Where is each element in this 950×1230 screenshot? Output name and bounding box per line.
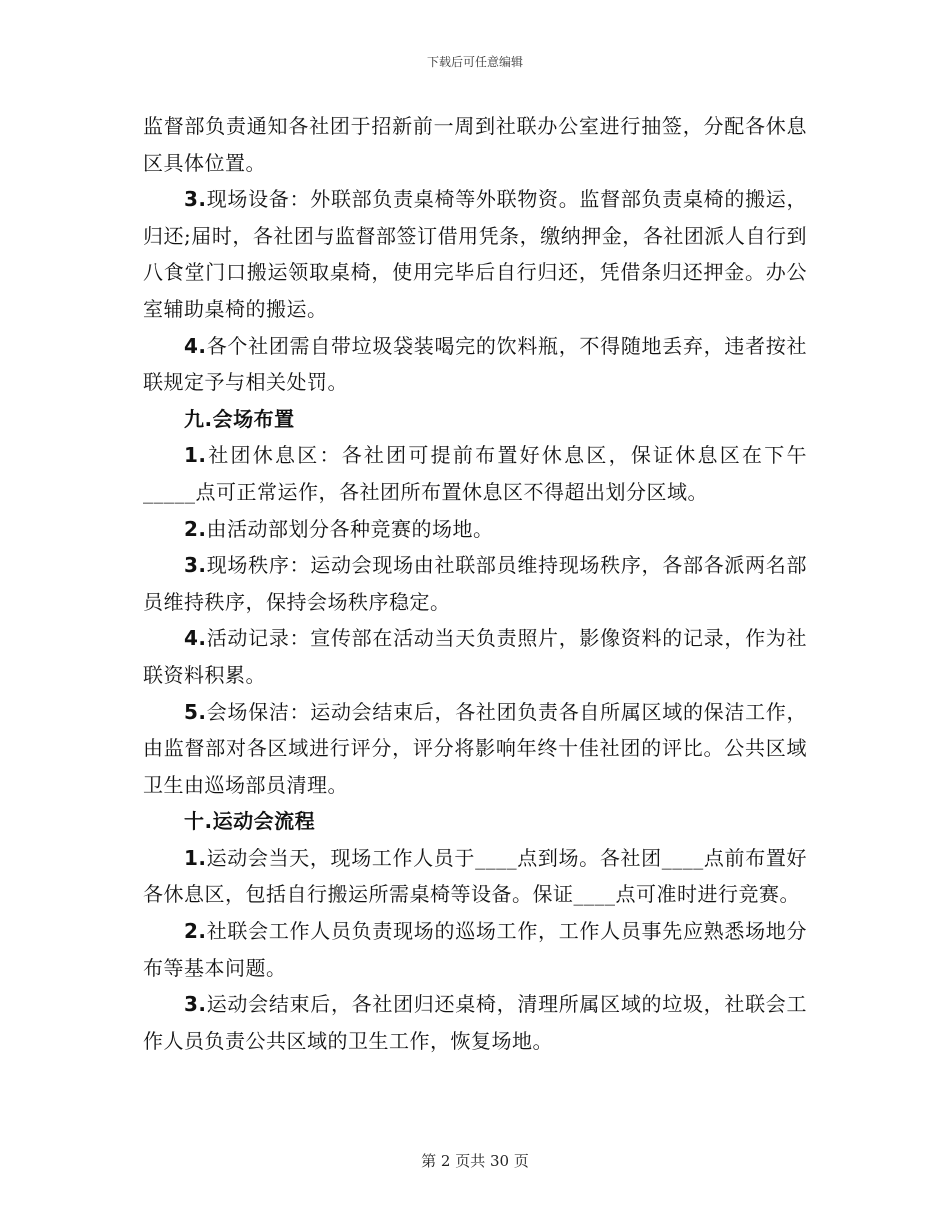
item-number: 2. (184, 919, 207, 944)
item-text: 现场设备：外联部负责桌椅等外联物资。监督部负责桌椅的搬运，归还;届时，各社团与监督部签订借用凭条，缴纳押金，各社团派人自行到八食堂门口搬运领取桌椅，使用完毕后自行归还，凭借条归还押金。办公室辅助桌椅的搬运。 (143, 187, 807, 321)
section-9-item-5 (143, 694, 807, 804)
item-text: 运动会当天，现场工作人员于____点到场。各社团____点前布置好各休息区，包括自行搬运所需桌椅等设备。保证____点可准时进行竞赛。 (143, 845, 807, 907)
section-heading-9: 九.会场布置 (184, 406, 295, 431)
paragraph-item-4 (143, 328, 807, 401)
page-header: 下载后可任意编辑 (426, 55, 523, 69)
item-number: 1. (184, 443, 207, 468)
item-number: 3. (184, 553, 207, 578)
item-text: 运动会结束后，各社团归还桌椅，清理所属区域的垃圾，社联会工作人员负责公共区域的卫生工作，恢复场地。 (143, 992, 807, 1053)
item-number: 4. (184, 626, 207, 651)
item-number: 2. (184, 516, 207, 541)
item-text: 现场秩序：运动会现场由社联部员维持现场秩序，各部各派两名部员维持秩序，保持会场秩序稳定。 (143, 553, 807, 614)
document-body (143, 108, 807, 1059)
item-text: 社联会工作人员负责现场的巡场工作，工作人员事先应熟悉场地分布等基本问题。 (143, 919, 807, 980)
section-9-item-1 (143, 437, 807, 510)
paragraph-intro: 监督部负责通知各社团于招新前一周到社联办公室进行抽签，分配各休息区具体位置。 (143, 114, 807, 175)
paragraph-item-3 (143, 181, 807, 327)
section-10-item-1 (143, 840, 807, 913)
item-number: 3. (184, 992, 207, 1017)
item-text: 由活动部划分各种竞赛的场地。 (206, 516, 494, 541)
item-number: 5. (184, 699, 207, 724)
section-9-item-3 (143, 547, 807, 620)
page-footer: 第 2 页共 30 页 (421, 1152, 529, 1170)
section-10-item-3 (143, 986, 807, 1059)
item-number: 4. (184, 333, 207, 358)
section-heading-10: 十.运动会流程 (184, 809, 316, 834)
item-text: 社团休息区：各社团可提前布置好休息区，保证休息区在下午_____点可正常运作，各社团所布置休息区不得超出划分区域。 (143, 443, 807, 504)
section-9-item-2 (143, 511, 807, 548)
item-text: 各个社团需自带垃圾袋装喝完的饮料瓶，不得随地丢弃，违者按社联规定予与相关处罚。 (143, 333, 807, 395)
item-number: 1. (184, 845, 207, 870)
item-text: 会场保洁：运动会结束后，各社团负责各自所属区域的保洁工作，由监督部对各区域进行评分，评分将影响年终十佳社团的评比。公共区域卫生由巡场部员清理。 (143, 699, 807, 797)
section-9-item-4 (143, 620, 807, 693)
item-text: 活动记录：宣传部在活动当天负责照片，影像资料的记录，作为社联资料积累。 (143, 626, 807, 687)
item-number: 3. (184, 187, 207, 212)
section-10-item-2 (143, 913, 807, 986)
